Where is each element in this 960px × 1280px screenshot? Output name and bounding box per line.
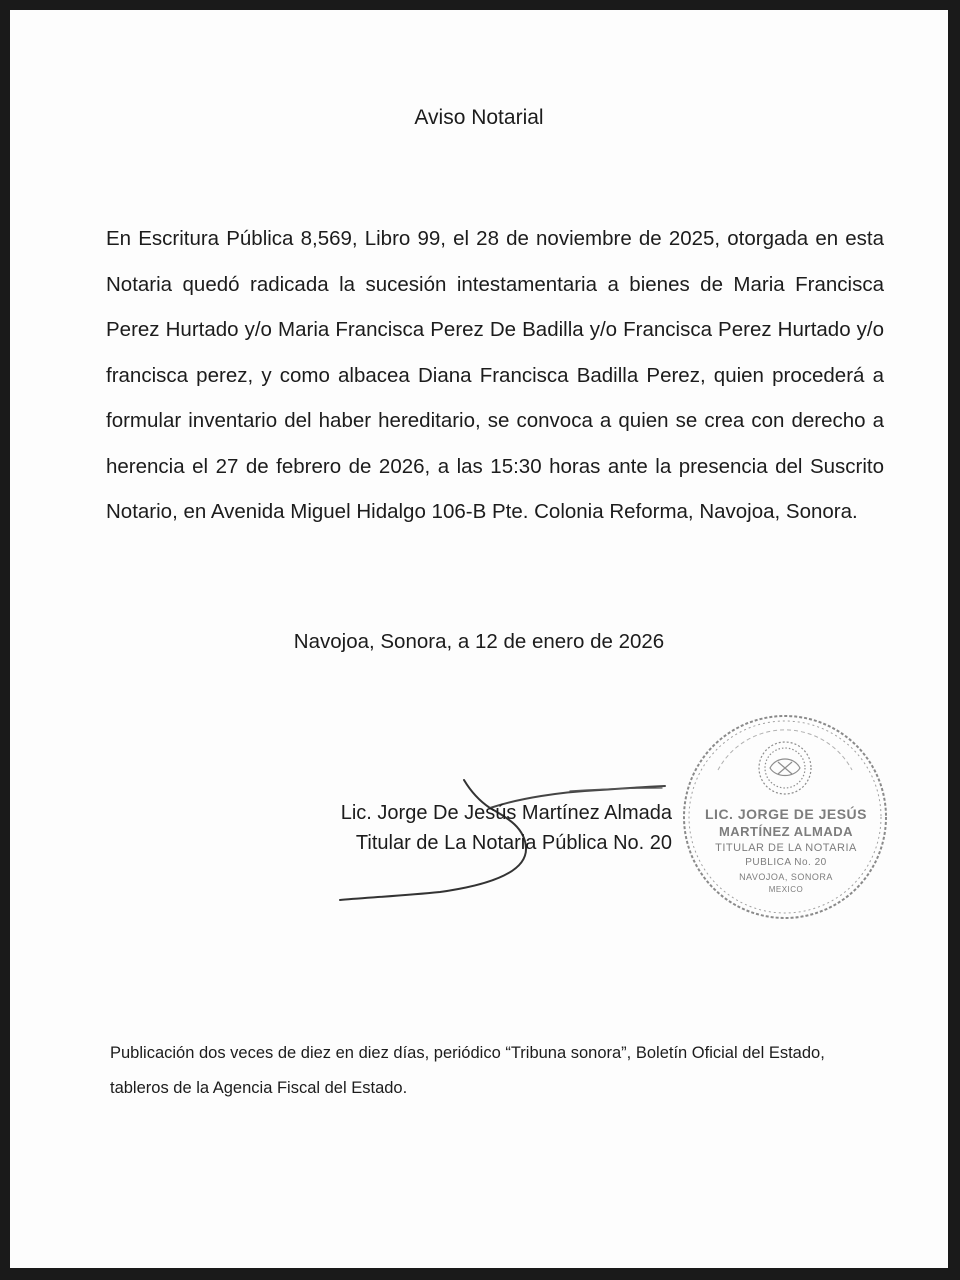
publication-note: Publicación dos veces de diez en diez días, periódico “Tribuna sonora”, Boletín Oficial del Estado, tableros de la Agencia Fiscal del Estado. (110, 1044, 825, 1097)
signature-block (310, 798, 672, 858)
seal-sub-line: PUBLICA No. 20 (745, 857, 827, 868)
eagle-emblem-icon (759, 742, 811, 794)
place-and-date: Navojoa, Sonora, a 12 de enero de 2026 (293, 630, 665, 653)
seal-title-line: TITULAR DE LA NOTARIA (715, 842, 857, 854)
seal-name-line-1: LIC. JORGE DE JESÚS (705, 806, 867, 822)
seal-city-line: NAVOJOA, SONORA (739, 872, 833, 882)
seal-country-line: MEXICO (768, 885, 804, 894)
document-page (10, 10, 948, 1268)
notice-body: En Escritura Pública 8,569, Libro 99, el 28 de noviembre de 2025, otorgada en esta Notaria quedó radicada la sucesión intestamentaria a bienes de Maria Francisca Perez Hurtado y/o Maria Francisca Perez De Badilla y/o Francisca Perez Hurtado y/o francisca perez, y como albacea Diana Francisca Badilla Perez, quien procederá a formular inventario del haber hereditario, se convoca a quien se crea con derecho a herencia el 27 de febrero de 2026, a las 15:30 horas ante la presencia del Suscrito Notario, en Avenida Miguel Hidalgo 106-B Pte. Colonia Reforma, Navojoa, Sonora. (106, 227, 884, 523)
signer-title: Titular de La Notaria Pública No. 20 (355, 832, 672, 854)
document-title: Aviso Notarial (414, 106, 544, 129)
signer-name: Lic. Jorge De Jesús Martínez Almada (340, 802, 672, 824)
seal-name-line-2: MARTÍNEZ ALMADA (718, 824, 854, 839)
